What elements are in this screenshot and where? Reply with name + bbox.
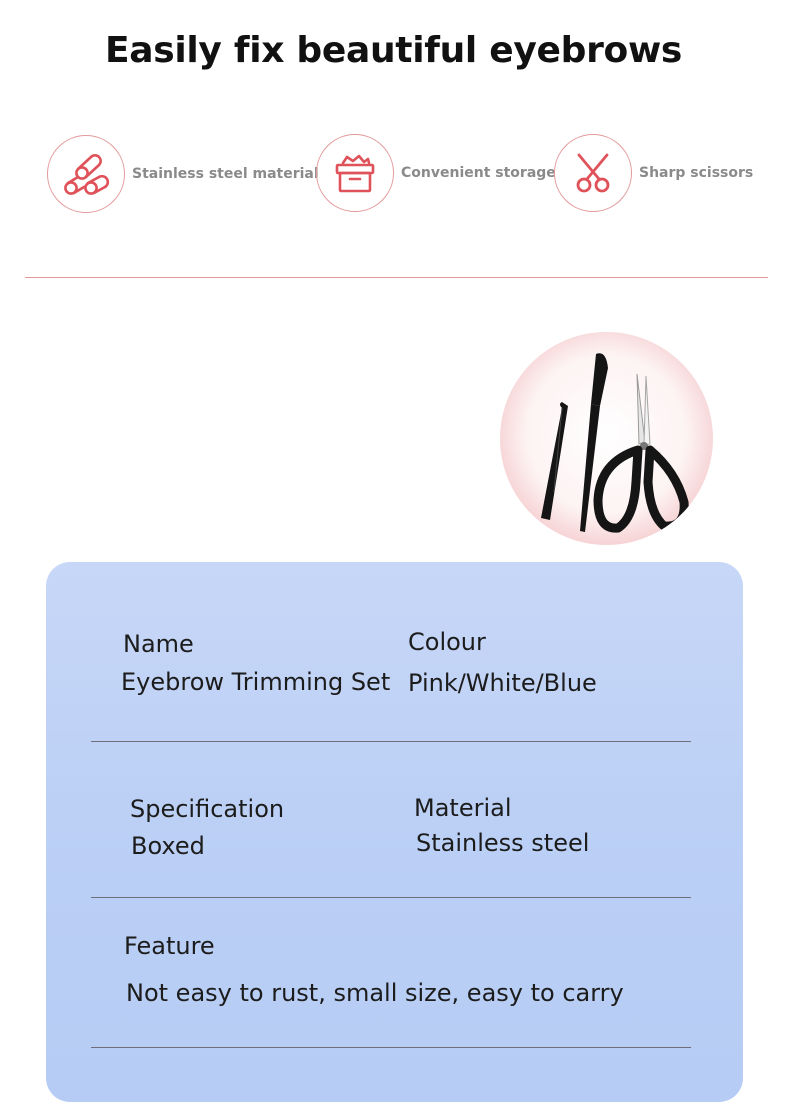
spec-value-feature: Not easy to rust, small size, easy to carry <box>126 979 624 1007</box>
spec-divider <box>91 897 691 898</box>
feature-icon-ring <box>47 135 125 213</box>
spec-value-colour: Pink/White/Blue <box>408 669 597 697</box>
feature-icon-ring <box>554 134 632 212</box>
spec-divider <box>91 741 691 742</box>
feature-sharp-scissors <box>554 134 753 212</box>
steel-rods-icon <box>58 146 114 202</box>
feature-label: Sharp scissors <box>639 165 754 181</box>
spec-label-specification: Specification <box>130 795 285 823</box>
section-divider <box>25 277 768 278</box>
spec-label-name: Name <box>123 630 194 658</box>
spec-value-material: Stainless steel <box>416 829 590 857</box>
spec-label-feature: Feature <box>124 932 215 960</box>
product-image <box>500 332 713 545</box>
spec-label-material: Material <box>414 794 512 822</box>
feature-icon-ring <box>316 134 394 212</box>
spec-value-name: Eyebrow Trimming Set <box>121 668 391 696</box>
storage-box-icon <box>327 145 383 201</box>
feature-label: Convenient storage <box>401 165 556 181</box>
eyebrow-kit-icon <box>500 332 713 545</box>
page-title: Easily fix beautiful eyebrows <box>104 30 683 72</box>
scissors-icon <box>565 145 621 201</box>
spec-divider <box>91 1047 691 1048</box>
feature-label: Stainless steel material <box>132 166 319 182</box>
spec-label-colour: Colour <box>408 628 486 656</box>
feature-convenient-storage <box>316 134 556 212</box>
spec-value-specification: Boxed <box>131 832 205 860</box>
feature-stainless-steel <box>47 135 319 213</box>
